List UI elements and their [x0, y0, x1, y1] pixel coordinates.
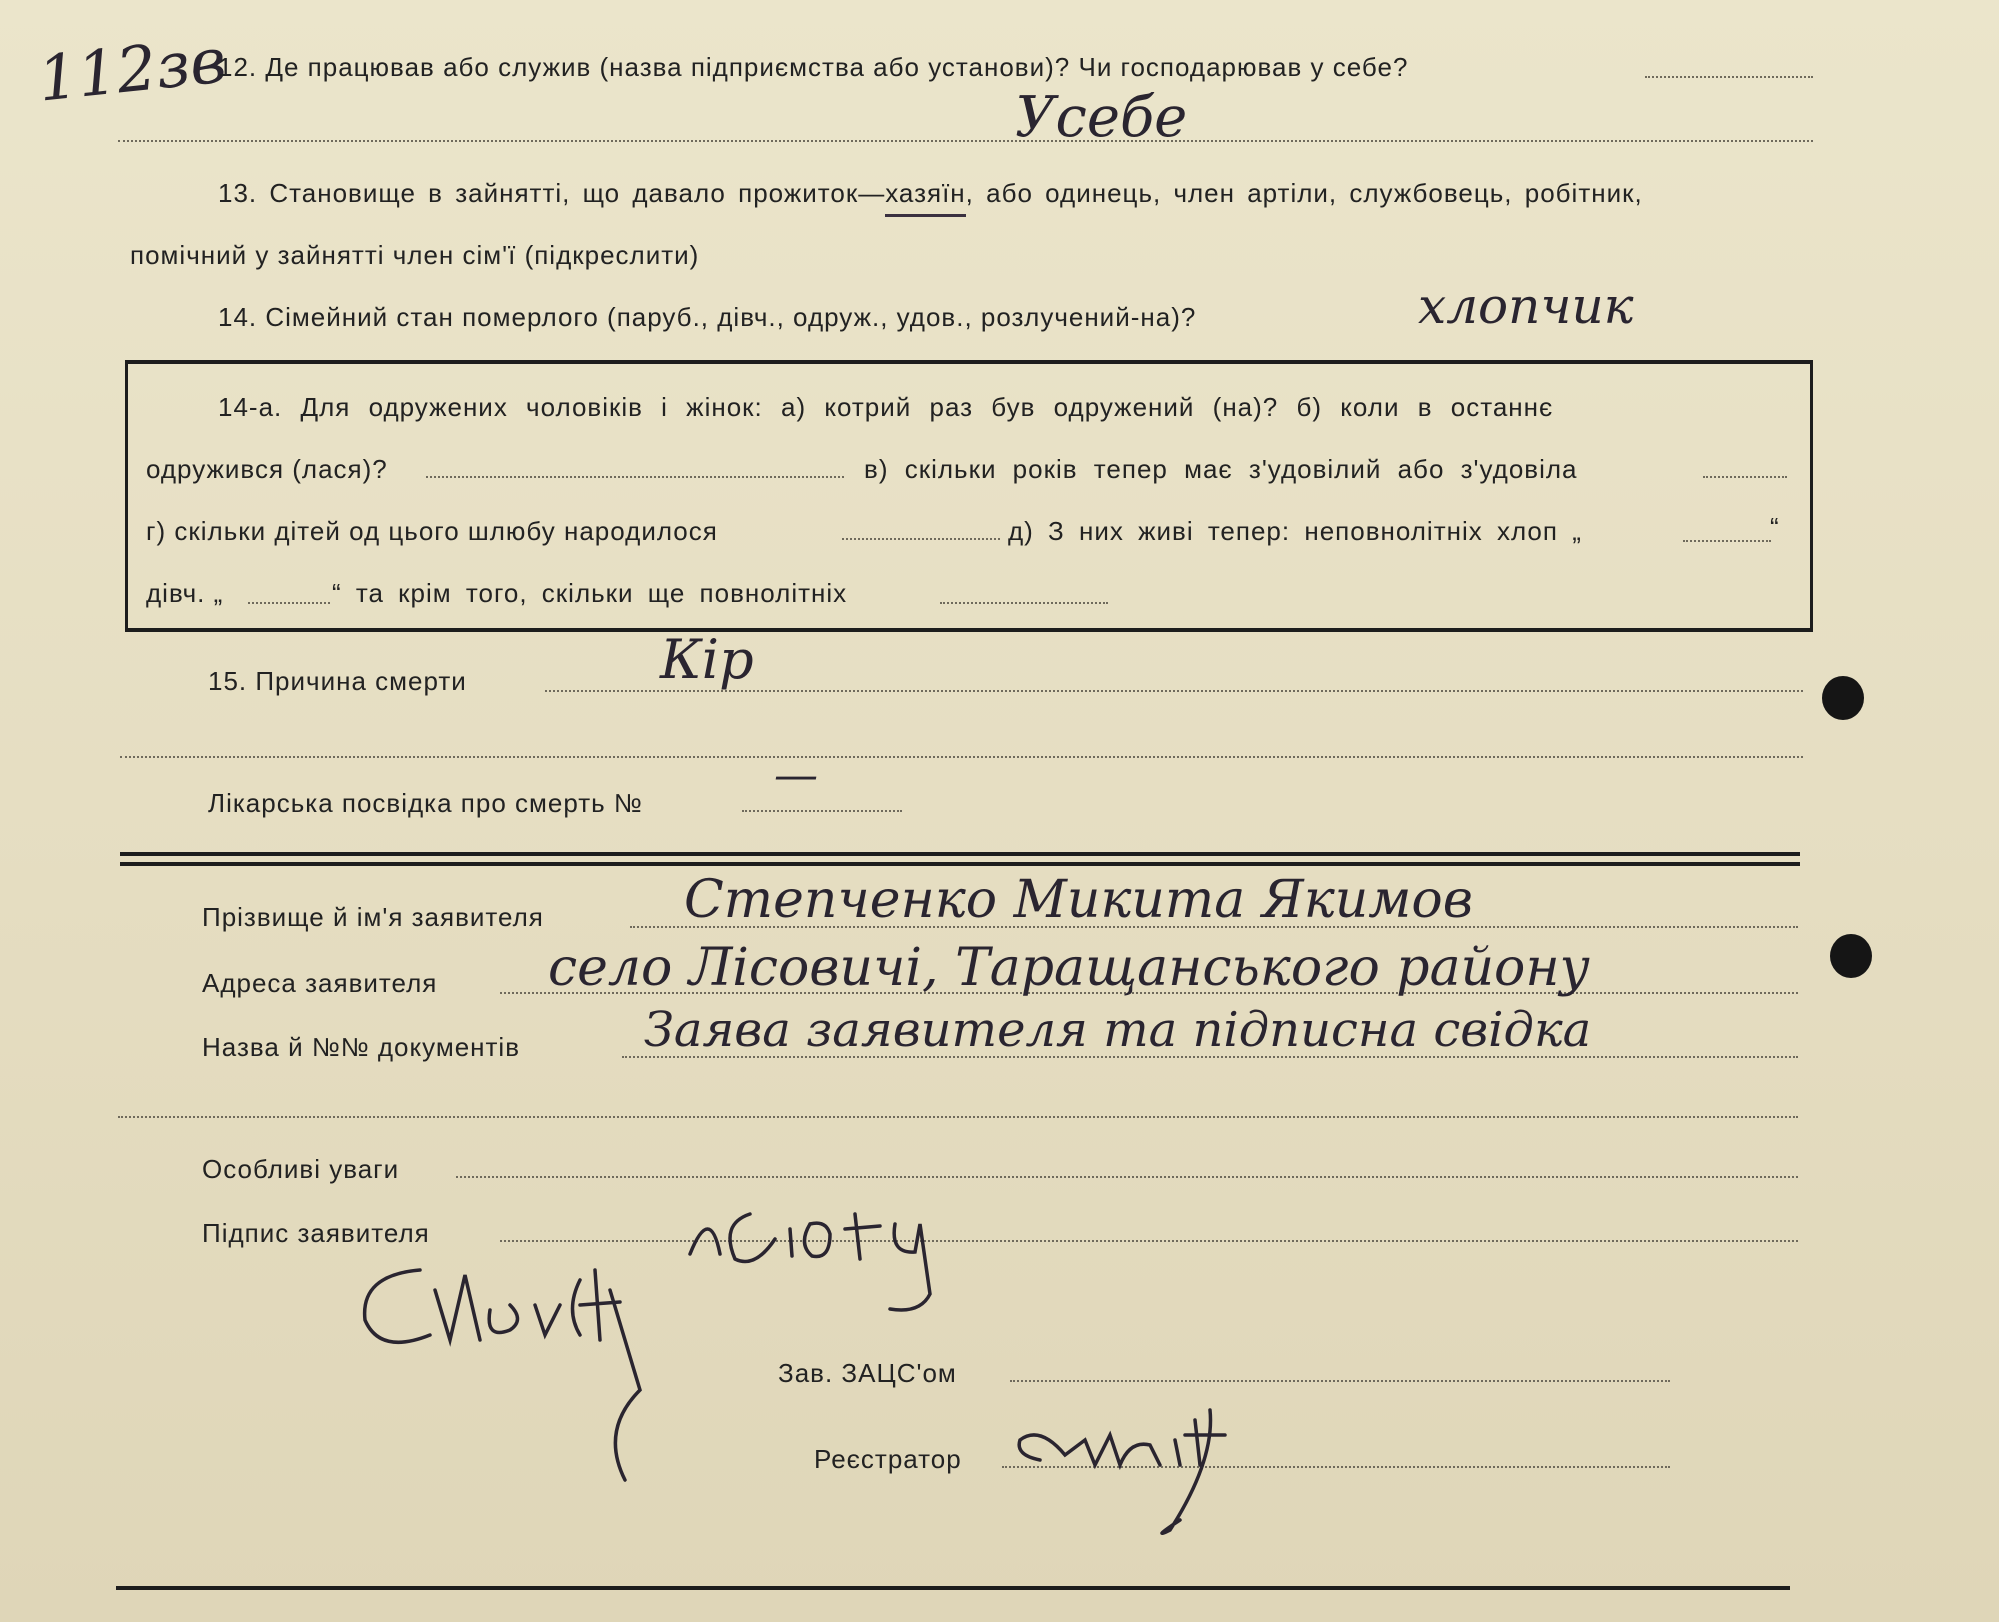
special-notes-label: Особливі уваги [202, 1154, 400, 1184]
q12-answer: Усебе [1015, 85, 1188, 150]
applicant-name-label: Прізвище й ім'я заявителя [202, 902, 544, 932]
q13-label: 13. Становище в зайнятті, що давало прожиток— [218, 178, 886, 208]
q14a-line2-dots [426, 476, 844, 478]
q14a-line3c: “ [1770, 512, 1780, 542]
q13-line1 [218, 178, 1643, 208]
head-of-registry-label: Зав. ЗАЦС'ом [778, 1358, 957, 1388]
section-divider-top [120, 852, 1800, 856]
q15-extra-line [120, 756, 1803, 758]
special-notes-line [456, 1176, 1798, 1178]
q14a-line3a: г) скільки дітей од цього шлюбу народилося [146, 516, 718, 546]
section-divider-bottom [120, 862, 1800, 866]
q14a-line4b: “ та крім того, скільки ще повнолітніх [332, 578, 848, 608]
q14a-line4-end-dots [940, 602, 1108, 604]
applicant-signature [680, 1184, 1080, 1304]
q12-label: 12. Де працював або служив (назва підприємства або установи)? Чи господарював у себе? [218, 52, 1409, 82]
registrar-signature [1010, 1400, 1270, 1540]
q14a-line3-dots [842, 538, 1000, 540]
applicant-signature-label: Підпис заявителя [202, 1218, 430, 1248]
q14a-line3b: д) З них живі тепер: неповнолітніх хлоп „ [1008, 516, 1582, 546]
bottom-rule [116, 1586, 1790, 1590]
q14a-line2b: в) скільки років тепер має з'удовілий або з'удовіла [864, 454, 1578, 484]
q13-selected-option: хазяїн [885, 178, 965, 217]
med-cert-value: — [774, 750, 818, 801]
q14a-line4a: дівч. „ [146, 578, 224, 608]
q12-dotted-line [1645, 76, 1813, 78]
binder-hole-top [1822, 676, 1864, 720]
q14a-line3-quote-dots [1683, 540, 1771, 542]
q13-options: , або одинець, член артіли, службовець, робітник, [965, 178, 1643, 208]
q12-answer-line [118, 140, 1813, 142]
q14-label: 14. Сімейний стан померлого (паруб., дівч., одруж., удов., розлучений-на)? [218, 302, 1197, 332]
applicant-name-value: Степченко Микита Якимов [684, 870, 1473, 930]
q14a-line2a: одружився (лася)? [146, 454, 388, 484]
q14a-line4-dots [248, 602, 330, 604]
q15-answer: Кір [660, 628, 754, 691]
q14a-line2-end-dots [1703, 476, 1787, 478]
head-of-registry-line [1010, 1380, 1670, 1382]
applicant-address-value: село Лісовичі, Таращанського району [548, 938, 1590, 998]
med-cert-label: Лікарська посвідка про смерть № [208, 788, 643, 818]
binder-hole-bottom [1830, 934, 1872, 978]
q14-answer: хлопчик [1418, 277, 1634, 335]
applicant-address-label: Адреса заявителя [202, 968, 438, 998]
page-number: 112зв [34, 23, 230, 116]
witness-signature [350, 1250, 650, 1490]
registrar-label: Реєстратор [814, 1444, 962, 1474]
q15-label: 15. Причина смерти [208, 666, 467, 696]
med-cert-dotted-line [742, 810, 902, 812]
documents-label: Назва й №№ документів [202, 1032, 521, 1062]
q13-line2: помічний у зайнятті член сім'ї (підкреслити) [130, 240, 700, 270]
documents-value: Заява заявителя та підписна свідка [644, 1002, 1592, 1058]
q14a-line1: 14-а. Для одружених чоловіків і жінок: а) котрий раз був одружений (на)? б) коли в останнє [218, 392, 1554, 422]
documents-extra-line [118, 1116, 1798, 1118]
